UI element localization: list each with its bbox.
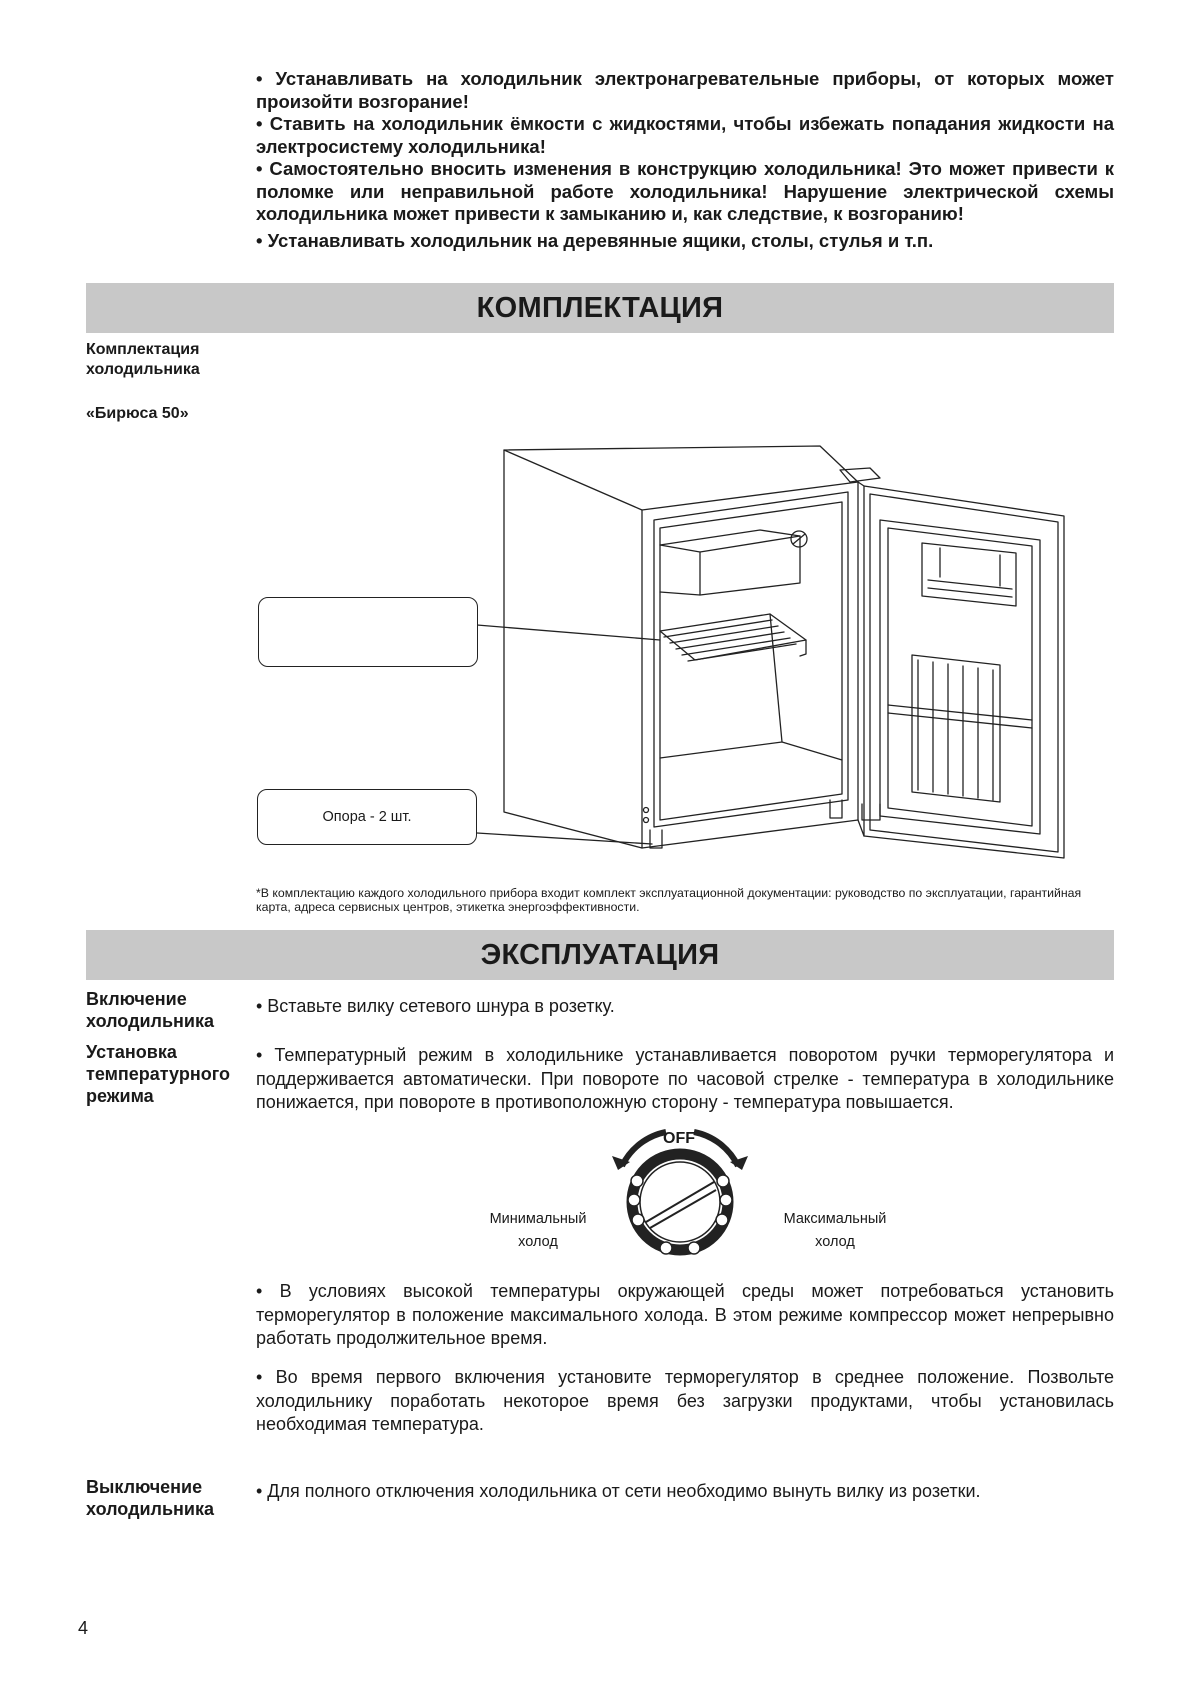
callout-box-shelf (258, 597, 478, 667)
freezer-top (660, 530, 800, 545)
operation-heading: ЭКСПЛУАТАЦИЯ (86, 930, 1114, 980)
switch-on-text: • Вставьте вилку сетевого шнура в розетку. (256, 996, 615, 1016)
model-label: «Бирюса 50» (86, 405, 189, 422)
switch-off-text: • Для полного отключения холодильника от сети необходимо вынуть вилку из розетки. (256, 1481, 981, 1501)
callout-box-support: Опора - 2 шт. (257, 789, 477, 845)
cabinet-opening (654, 492, 848, 827)
warning-item: • Устанавливать на холодильник электронагревательные приборы, от которых может произойти возгорание! (256, 68, 1114, 112)
warning-item: • Самостоятельно вносить изменения в конструкцию холодильника! Это может привести к поломке или неправильной работе холодильника! Нарушение электрической схемы холодильника может привести к замыканию и, как следствие, к возгоранию! (256, 158, 1114, 224)
shelf (660, 614, 806, 660)
warning-item: • Устанавливать холодильник на деревянные ящики, столы, стулья и т.п. (256, 229, 934, 251)
equipment-heading: КОМПЛЕКТАЦИЯ (86, 283, 1114, 333)
dial-off-label: OFF (663, 1130, 695, 1147)
switch-off-label: Выключение холодильника (86, 1477, 215, 1519)
cabinet-side (504, 450, 642, 848)
leader-support (477, 833, 652, 844)
warning-item: • Ставить на холодильник ёмкости с жидкостями, чтобы избежать попадания жидкости на электросистему холодильника! (256, 113, 1114, 157)
temperature-setting-text: • Температурный режим в холодильнике устанавливается поворотом ручки терморегулятора и поддерживается автоматически. При повороте по часовой стрелке - температура в холодильнике понижается, при повороте в противоположную сторону - температура повышается. (256, 1045, 1114, 1112)
dial-min-cold-label: Минимальный холод (489, 1211, 587, 1250)
page-number: 4 (78, 1618, 89, 1638)
temperature-setting-label: Установка температурного режима (86, 1042, 230, 1106)
dial-max-cold-label: Максимальный холод (783, 1211, 887, 1250)
freezer-left (660, 545, 700, 595)
door-outer (864, 486, 1064, 858)
documentation-note: *В комплектацию каждого холодильного прибора входит комплект эксплуатационной документации: руководство по эксплуатации, гарантийная карта, адреса сервисных центров, этикетка энергоэффективности. (256, 886, 1082, 914)
switch-on-label: Включение холодильника (86, 989, 215, 1031)
cabinet-top (504, 446, 858, 510)
equipment-side-label: Комплектация холодильника (86, 341, 200, 378)
freezer-box (700, 536, 800, 595)
high-temperature-text: • В условиях высокой температуры окружающей среды может потребоваться установить терморегулятор в положение максимального холода. В этом режиме компрессор может непрерывно работать продолжительное время. (256, 1281, 1114, 1348)
door-hinge (840, 468, 880, 482)
first-start-text: • Во время первого включения установите терморегулятор в среднее положение. Позвольте холодильнику поработать некоторое время без загрузки продуктами, чтобы установилась необходимая температура. (256, 1367, 1114, 1434)
